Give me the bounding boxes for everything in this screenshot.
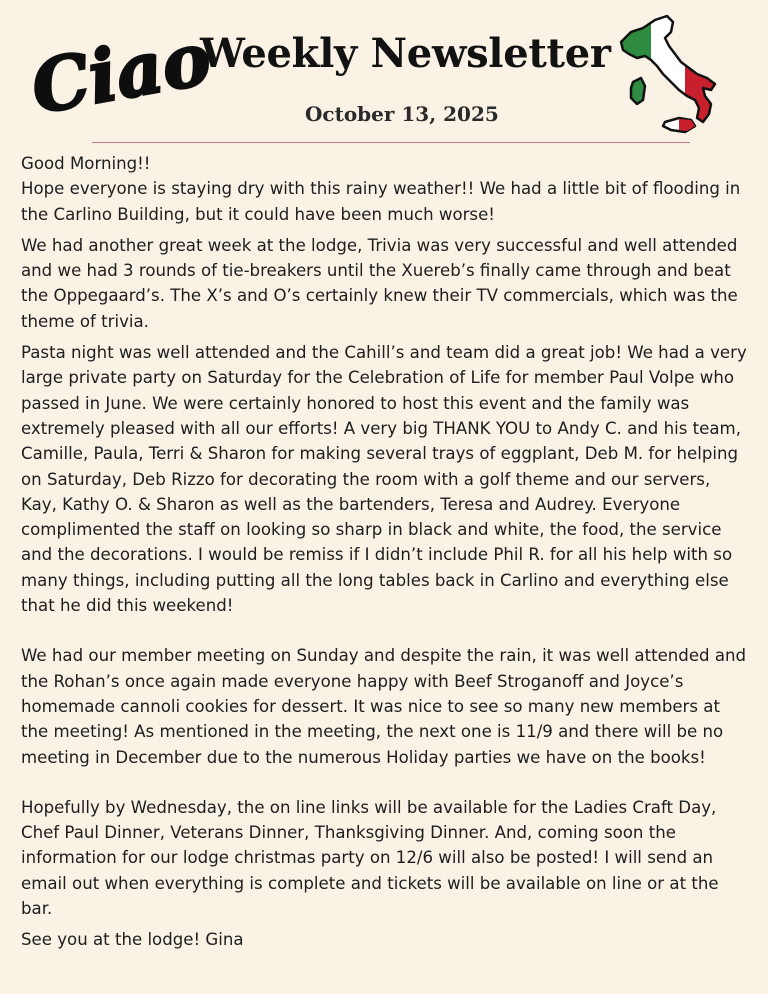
trivia-paragraph: We had another great week at the lodge, Trivia was very successful and well attended and we had 3 rounds of tie-breakers until the Xuereb’s finally came through and beat the Oppegaard’s. The X’s and O’s certainly knew their TV commercials, which was the theme of trivia.	[21, 235, 738, 331]
page-title: Weekly Newsletter	[200, 30, 611, 77]
greeting-paragraph: Good Morning!! Hope everyone is staying dry with this rainy weather!! We had a little bit of flooding in the Carlino Building, but it could have been much worse!	[21, 154, 741, 224]
pasta-night-paragraph: Pasta night was well attended and the Cahill’s and team did a great job! We had a very large private party on Saturday for the Celebration of Life for member Paul Volpe who passed in June. We were certainly honored to host this event and the family was extremely pleased with all our efforts! A very big THANK YOU to Andy C. and his team, Camille, Paula, Terri & Sharon for making several trays of eggplant, Deb M. for helping on Saturday, Deb Rizzo for decorating the room with a golf theme and our servers, Kay, Kathy O. & Sharon as well as the bartenders, Teresa and Audrey. Everyone complimented the staff on looking so sharp in black and white, the food, the service and the decorations. I would be remiss if I didn’t include Phil R. for all his help with so many things, including putting all the long tables back in Carlino and everything else that he did this weekend!	[21, 343, 747, 616]
ciao-logo-graphic	[25, 15, 217, 130]
logo-text: Ciao	[25, 15, 217, 130]
member-meeting-paragraph: We had our member meeting on Sunday and despite the rain, it was well attended and the Rohan’s once again made everyone happy with Beef Stroganoff and Joyce’s homemade cannoli cookies for dessert. It was nice to see so many new members at the meeting! As mentioned in the meeting, the next one is 11/9 and there will be no meeting in December due to the numerous Holiday parties we have on the books!	[21, 646, 747, 767]
signoff-line: See you at the lodge! Gina	[21, 930, 244, 950]
header-divider	[92, 142, 690, 143]
newsletter-header	[0, 0, 768, 150]
italy-flag-map-icon	[615, 12, 725, 136]
newsletter-date: October 13, 2025	[305, 102, 499, 126]
online-links-paragraph: Hopefully by Wednesday, the on line links will be available for the Ladies Craft Day, Chef Paul Dinner, Veterans Dinner, Thanksgiving Dinner. And, coming soon the information for our lodge christmas party on 12/6 will also be posted! I will send an email out when everything is complete and tickets will be available on line or at the bar.	[21, 797, 719, 919]
newsletter-body	[21, 151, 749, 953]
ciao-logo	[25, 15, 217, 130]
